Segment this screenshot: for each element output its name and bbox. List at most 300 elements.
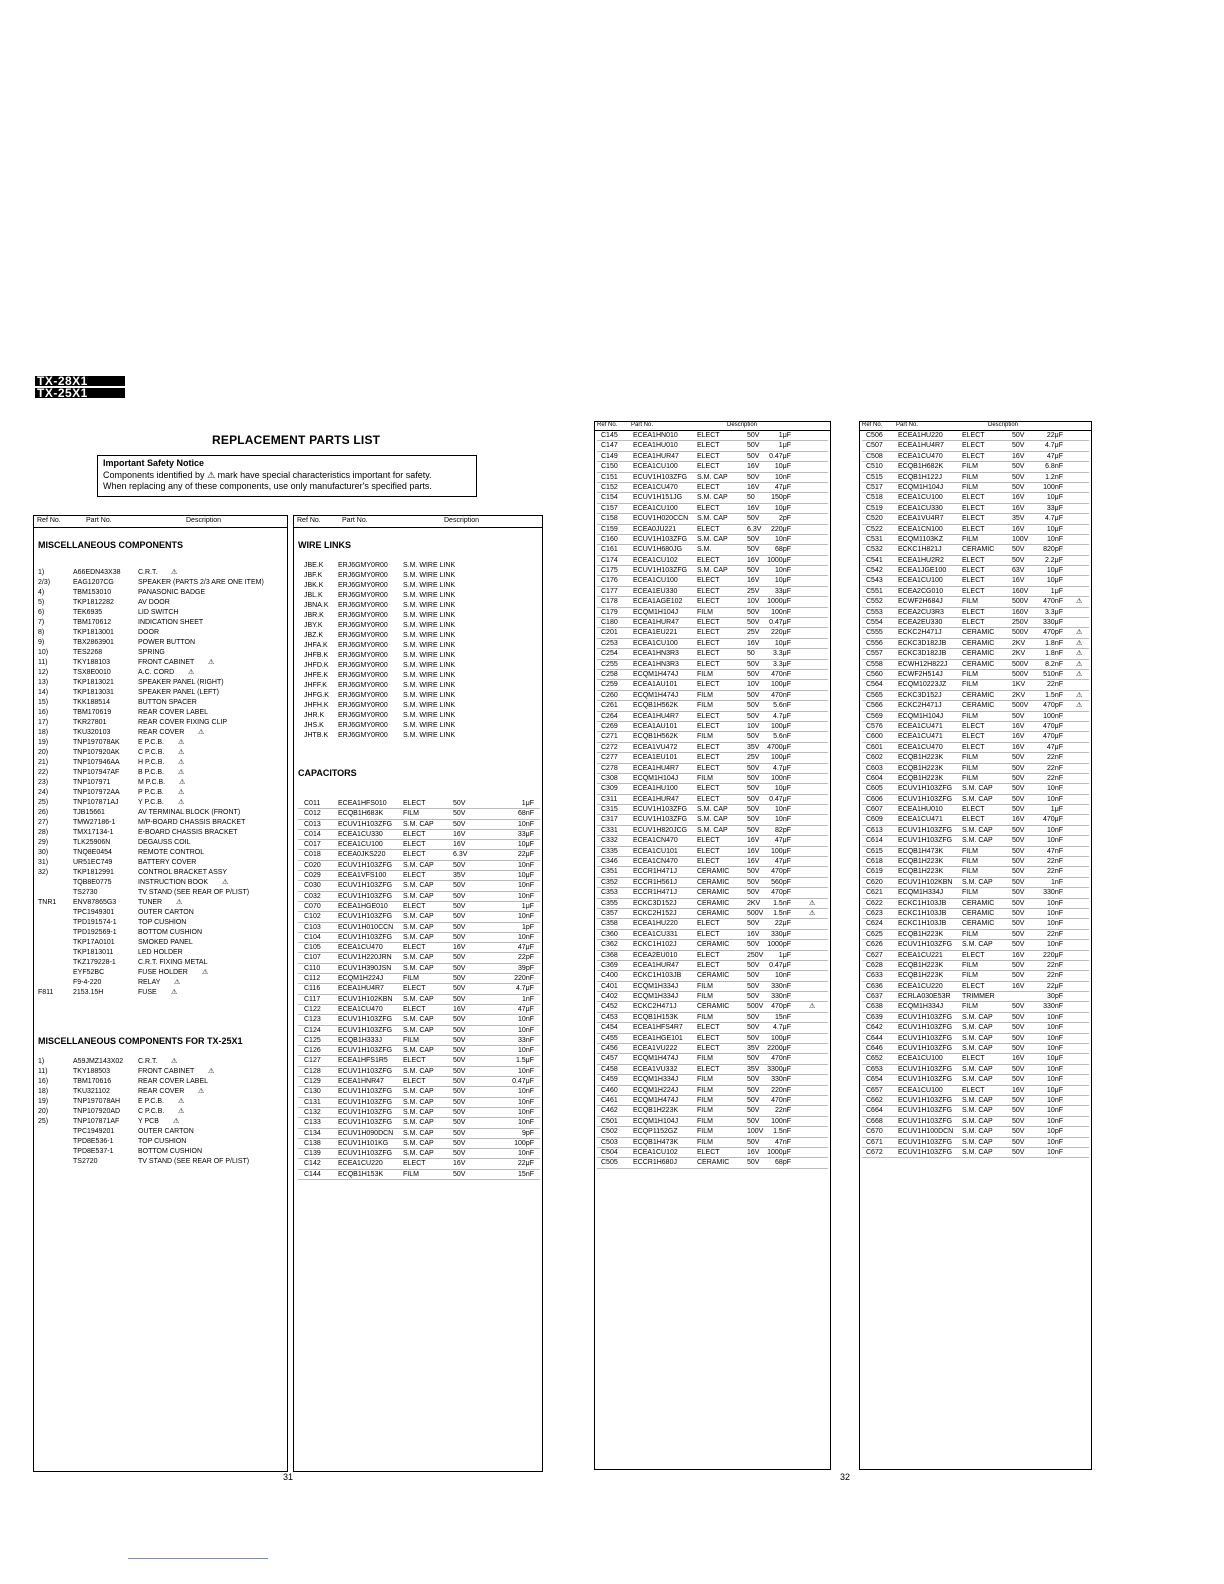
table-row (862, 441, 1089, 451)
voltage: 50V (1012, 754, 1025, 762)
part-no: TNP107947AF (73, 769, 120, 776)
part-no: TNP197078AK (73, 739, 120, 746)
voltage: 50V (747, 712, 760, 720)
list-item (38, 808, 285, 818)
safety-notice-heading: Important Safety Notice (103, 458, 205, 468)
voltage: 50V (453, 1057, 466, 1065)
part-no: ECKC2H471J (633, 1003, 677, 1011)
capacitance: 220nF (514, 975, 534, 983)
ref-no: C459 (601, 1076, 618, 1084)
ref-no: C331 (601, 826, 618, 834)
voltage: 500V (1012, 629, 1029, 637)
table-row (862, 878, 1089, 888)
capacitance: 22pF (518, 954, 534, 962)
ref-no: JHFE.K (304, 672, 329, 679)
cap-type: S.M. CAP (403, 1108, 434, 1116)
voltage: 50V (453, 1119, 466, 1127)
voltage: 16V (1012, 452, 1025, 460)
part-no: ECEA1HU2R2 (898, 556, 944, 564)
list-item (38, 698, 285, 708)
section-title: MISCELLANEOUS COMPONENTS FOR TX-25X1 (38, 1036, 243, 1046)
part-no: ECUV1H103ZFG (633, 535, 688, 543)
part-no: ERJ6GMY0R00 (338, 592, 388, 599)
capacitance: 22nF (1047, 868, 1063, 876)
ref-no: C519 (866, 504, 883, 512)
cap-type: ELECT (697, 598, 720, 606)
ref-no: C506 (866, 432, 883, 439)
ref-no: JBNA.K (304, 602, 329, 609)
table-row (298, 1149, 540, 1159)
ref-no: C112 (304, 975, 321, 983)
voltage: 16V (453, 830, 466, 838)
part-no: ECEA1VU222 (633, 1045, 678, 1053)
description: S.M. WIRE LINK (403, 672, 456, 679)
cap-type: S.M. CAP (697, 535, 728, 543)
voltage: 25V (747, 629, 760, 637)
voltage: 16V (1012, 951, 1025, 959)
list-item (298, 641, 540, 651)
capacitance: 100μF (771, 722, 791, 730)
table-row (597, 535, 828, 545)
ref-no: JBZ.K (304, 632, 324, 639)
capacitance: 22nF (1047, 774, 1063, 782)
ref-no: JHFF.K (304, 682, 327, 689)
part-no: TEK6935 (73, 609, 103, 616)
capacitance: 0.47μF (769, 795, 791, 803)
part-no: TBM170612 (73, 619, 112, 626)
capacitance: 1μF (778, 442, 791, 450)
capacitance: 100nF (771, 774, 791, 782)
voltage: 50V (1012, 826, 1025, 834)
list-item (38, 768, 285, 778)
description: S.M. WIRE LINK (403, 592, 456, 599)
ref-no: C315 (601, 806, 618, 814)
part-no: ECQM1103KZ (898, 535, 943, 543)
capacitance: 1000μF (767, 556, 791, 564)
table-row (862, 919, 1089, 929)
table-row (862, 1138, 1089, 1148)
part-no: ECUV1H103ZFG (338, 1026, 393, 1034)
ref-no: C131 (304, 1098, 321, 1106)
part-no: ECEA1HU220 (633, 920, 678, 928)
ref-no: C127 (304, 1057, 321, 1065)
ref-no: C462 (601, 1107, 618, 1115)
voltage: 35V (453, 872, 466, 880)
part-no: ERJ6GMY0R00 (338, 572, 388, 579)
part-no: ECQB1H223K (898, 764, 944, 772)
voltage: 50V (747, 816, 760, 824)
cap-type: FILM (697, 670, 713, 678)
list-item (38, 648, 285, 658)
cap-type: ELECT (962, 452, 985, 460)
ref-no: JHR.K (304, 712, 325, 719)
table-row (862, 670, 1089, 680)
table-row (862, 712, 1089, 722)
voltage: 6.3V (453, 851, 468, 859)
misc-components-panel (33, 515, 288, 1472)
table-row (862, 660, 1089, 670)
capacitance: 1μF (778, 951, 791, 959)
ref-no: C551 (866, 587, 883, 595)
cap-type: ELECT (697, 930, 720, 938)
capacitance: 10nF (1047, 1065, 1063, 1073)
voltage: 16V (747, 930, 760, 938)
voltage: 16V (1012, 982, 1025, 990)
part-no: ECUV1H103ZFG (338, 1067, 393, 1075)
list-item (38, 738, 285, 748)
ref-no: C621 (866, 889, 883, 897)
capacitance: 220μF (771, 525, 791, 533)
part-no: ECKC3D182JB (898, 639, 947, 647)
ref-no: 20) (38, 749, 49, 756)
part-no: ERJ6GMY0R00 (338, 662, 388, 669)
ref-no: C638 (866, 1003, 883, 1011)
part-no: TBM170619 (73, 709, 112, 716)
part-no: ECEA1HNR47 (338, 1078, 384, 1086)
list-item (38, 758, 285, 768)
list-item (38, 928, 285, 938)
ref-no: 32) (38, 869, 49, 876)
list-item (38, 668, 285, 678)
table-row (597, 473, 828, 483)
table-row (862, 930, 1089, 940)
cap-type: S.M. CAP (697, 567, 728, 575)
cap-type: ELECT (962, 722, 985, 730)
warning-icon: ⚠ (178, 759, 185, 766)
part-no: ECEA0JU221 (633, 525, 677, 533)
voltage: 50V (453, 954, 466, 962)
list-item (298, 711, 540, 721)
cap-type: S.M. CAP (403, 954, 434, 962)
capacitance: 100μF (771, 1034, 791, 1042)
part-no: ECUV1H102KBN (898, 878, 953, 886)
description: B P.C.B. (138, 769, 164, 776)
ref-no: C605 (866, 785, 883, 793)
part-no: ECQB1H683K (338, 810, 384, 818)
warning-icon: ⚠ (188, 669, 195, 676)
voltage: 50V (453, 1067, 466, 1075)
part-no: ECUV1H103ZFG (898, 1065, 953, 1073)
part-no: ECQP1152GZ (633, 1128, 678, 1136)
cap-type: FILM (962, 930, 978, 938)
table-row (597, 670, 828, 680)
part-no: ECEA1CU100 (898, 494, 943, 502)
list-item (298, 601, 540, 611)
list-item (38, 938, 285, 948)
capacitance: 1.5nF (1045, 691, 1063, 699)
part-no: ECKC2H471J (898, 629, 942, 637)
part-no: ECKC1H103JB (633, 972, 682, 980)
part-no: ECEA1CU100 (633, 577, 678, 585)
table-row (597, 566, 828, 576)
capacitor-list (862, 431, 1089, 1158)
part-no: ECUV1H103ZFG (898, 795, 953, 803)
description: SPEAKER (PARTS 2/3 ARE ONE ITEM) (138, 579, 264, 586)
part-no: ECUV1H103ZFG (338, 1088, 393, 1096)
table-row (597, 909, 828, 919)
part-no: ECUV1H103ZFG (898, 837, 953, 845)
capacitance: 10nF (518, 861, 534, 869)
table-row (597, 545, 828, 555)
ref-no: C128 (304, 1067, 321, 1075)
list-item (38, 618, 285, 628)
ref-no: C401 (601, 982, 618, 990)
capacitance: 10nF (518, 1026, 534, 1034)
cap-type: S.M. CAP (962, 941, 993, 949)
part-no: TKP1813021 (73, 679, 114, 686)
part-no: ECUV1H103ZFG (898, 785, 953, 793)
voltage: 50V (747, 432, 760, 439)
capacitance: 330μF (771, 930, 791, 938)
capacitance: 1μF (778, 432, 791, 439)
ref-no: C139 (304, 1150, 321, 1158)
capacitance: 10nF (1047, 1107, 1063, 1115)
voltage: 50V (747, 567, 760, 575)
cap-type: S.M. CAP (962, 1034, 993, 1042)
capacitance: 470nF (771, 1055, 791, 1063)
section-title: WIRE LINKS (298, 540, 351, 550)
table-row (597, 795, 828, 805)
capacitance: 5.6nF (773, 702, 791, 710)
ref-no: 19) (38, 1098, 49, 1105)
table-row (597, 836, 828, 846)
list-item (38, 888, 285, 898)
description: REAR COVER LABEL (138, 1078, 209, 1085)
part-no: ECUV1H151JG (633, 494, 683, 502)
table-row (298, 1098, 540, 1108)
ref-no: C569 (866, 712, 883, 720)
cap-type: S.M. CAP (403, 1026, 434, 1034)
ref-no: JBY.K (304, 622, 323, 629)
table-row (298, 799, 540, 809)
ref-no: C272 (601, 743, 618, 751)
ref-no: JBF.K (304, 572, 323, 579)
voltage: 50V (453, 933, 466, 941)
list-item (38, 968, 285, 978)
ref-no: C030 (304, 882, 321, 890)
cap-type: S.M. CAP (962, 1013, 993, 1021)
ref-no: C102 (304, 913, 321, 921)
table-row (298, 933, 540, 943)
voltage: 500V (1012, 660, 1029, 668)
capacitance: 22μF (1046, 982, 1063, 990)
cap-type: CERAMIC (962, 691, 995, 699)
part-no: ECUV1H103ZFG (633, 816, 688, 824)
cap-type: S.M. CAP (697, 816, 728, 824)
ref-no: C652 (866, 1055, 883, 1063)
cap-type: ELECT (403, 830, 426, 838)
voltage: 50 (747, 494, 755, 502)
ref-no: C657 (866, 1086, 883, 1094)
table-row (298, 902, 540, 912)
ref-no: C518 (866, 494, 883, 502)
cap-type: ELECT (403, 902, 426, 910)
description: C.R.T. FIXING METAL (138, 959, 208, 966)
table-row (597, 784, 828, 794)
table-row (298, 1015, 540, 1025)
table-row (862, 743, 1089, 753)
cap-type: ELECT (403, 1078, 426, 1086)
voltage: 50V (1012, 1013, 1025, 1021)
ref-no: C454 (601, 1024, 618, 1032)
voltage: 50V (747, 1076, 760, 1084)
part-no: ERJ6GMY0R00 (338, 612, 388, 619)
capacitance: 10nF (1047, 1097, 1063, 1104)
cap-type: CERAMIC (962, 702, 995, 710)
table-row (597, 940, 828, 950)
capacitance: 10nF (518, 1067, 534, 1075)
capacitance: 3.3μF (772, 660, 791, 668)
part-no: ECRLA030E53R (898, 993, 951, 1001)
table-row (862, 826, 1089, 836)
part-no: 2153.15H (73, 989, 104, 996)
cap-type: S.M. CAP (962, 1117, 993, 1125)
list-item (38, 658, 285, 668)
ref-no: 18) (38, 1088, 49, 1095)
part-no: ECEA2CU3R3 (898, 608, 944, 616)
voltage: 50V (453, 1098, 466, 1106)
description: S.M. WIRE LINK (403, 612, 456, 619)
ref-no: C362 (601, 941, 618, 949)
description: SPRING (138, 649, 165, 656)
part-no: ECEA1EU221 (633, 629, 678, 637)
table-row (862, 1117, 1089, 1127)
table-row (597, 847, 828, 857)
voltage: 50V (747, 889, 760, 897)
cap-type: ELECT (697, 1024, 720, 1032)
part-no: ECWF2H514J (898, 670, 943, 678)
voltage: 50V (453, 1139, 466, 1147)
voltage: 50V (1012, 764, 1025, 772)
ref-no: C351 (601, 868, 618, 876)
ref-no: C142 (304, 1160, 321, 1168)
voltage: 50V (453, 810, 466, 818)
table-row (862, 535, 1089, 545)
part-no: ECQB1H122J (898, 473, 942, 481)
voltage: 50V (1012, 806, 1025, 814)
ref-no: C624 (866, 920, 883, 928)
part-no: TBM153010 (73, 589, 112, 596)
capacitance: 10nF (775, 535, 791, 543)
voltage: 50V (453, 923, 466, 931)
description: S.M. WIRE LINK (403, 692, 456, 699)
voltage: 50V (747, 972, 760, 980)
voltage: 50V (747, 1055, 760, 1063)
part-no: ECUV1H103ZFG (338, 882, 393, 890)
ref-no: C122 (304, 1005, 321, 1013)
voltage: 160V (1012, 587, 1029, 595)
voltage: 16V (1012, 1086, 1025, 1094)
ref-no: C642 (866, 1024, 883, 1032)
list-item (38, 688, 285, 698)
part-no: TKU320103 (73, 729, 111, 736)
voltage: 50V (1012, 941, 1025, 949)
part-no: ECQB1H223K (898, 961, 944, 969)
capacitance: 22μF (1046, 432, 1063, 439)
capacitance: 220μF (771, 629, 791, 637)
cap-type: S.M. CAP (403, 892, 434, 900)
part-no: ECUV1H820JCG (633, 826, 688, 834)
cap-type: ELECT (962, 619, 985, 627)
warning-icon: ⚠ (173, 1118, 180, 1125)
table-row (298, 1067, 540, 1077)
cap-type: ELECT (697, 743, 720, 751)
ref-no: C277 (601, 754, 618, 762)
table-row (597, 899, 828, 909)
part-no: ECEA1EU101 (633, 754, 678, 762)
part-no: ECEA1CU102 (633, 556, 678, 564)
cap-type: FILM (962, 847, 978, 855)
cap-type: ELECT (697, 629, 720, 637)
table-row (862, 1096, 1089, 1106)
part-no: ECUV1H103ZFG (898, 1097, 953, 1104)
part-no: ERJ6GMY0R00 (338, 672, 388, 679)
part-no: ECEA1HUR47 (633, 961, 679, 969)
cap-type: FILM (697, 733, 713, 741)
ref-no: C554 (866, 619, 883, 627)
table-row (597, 1002, 828, 1012)
part-no: ERJ6GMY0R00 (338, 652, 388, 659)
ref-no: C600 (866, 733, 883, 741)
ref-no: C653 (866, 1065, 883, 1073)
table-row (298, 912, 540, 922)
part-no: ECQM1H104J (633, 774, 679, 782)
table-row (862, 566, 1089, 576)
warning-icon: ⚠ (222, 879, 229, 886)
ref-no: TNR1 (38, 899, 57, 906)
ref-no: C353 (601, 889, 618, 897)
part-no: ERJ6GMY0R00 (338, 562, 388, 569)
table-row (597, 1054, 828, 1064)
cap-type: CERAMIC (962, 920, 995, 928)
ref-no: C133 (304, 1119, 321, 1127)
voltage: 50V (453, 902, 466, 910)
ref-no: C604 (866, 774, 883, 782)
cap-type: CERAMIC (962, 629, 995, 637)
table-row (597, 1044, 828, 1054)
part-no: ECEA1CU470 (898, 743, 943, 751)
ref-no: C672 (866, 1148, 883, 1156)
part-no: TPC1949201 (73, 1128, 115, 1135)
part-no: ECUV1H103ZFG (898, 1076, 953, 1084)
voltage: 16V (747, 837, 760, 845)
ref-no: C517 (866, 483, 883, 491)
voltage: 500V (747, 1003, 764, 1011)
part-no: ECQB1H153K (633, 1013, 679, 1021)
voltage: 50V (453, 1078, 466, 1086)
capacitance: 68pF (775, 1159, 791, 1167)
table-row (298, 1056, 540, 1066)
ref-no: JBL.K (304, 592, 323, 599)
cap-type: ELECT (962, 432, 985, 439)
voltage: 10V (747, 598, 760, 606)
voltage: 50V (747, 785, 760, 793)
capacitance: 10nF (1047, 785, 1063, 793)
voltage: 50V (747, 546, 760, 554)
part-no: TKY188503 (73, 1068, 110, 1075)
ref-no: C134 (304, 1129, 321, 1137)
description: BATTERY COVER (138, 859, 197, 866)
ref-no: C552 (866, 598, 883, 606)
table-row (862, 1044, 1089, 1054)
cap-type: CERAMIC (962, 639, 995, 647)
part-no: ECUV1H103ZFG (338, 1016, 393, 1024)
voltage: 250V (747, 951, 764, 959)
voltage: 50V (747, 473, 760, 481)
part-no: ECEA1CU471 (898, 733, 943, 741)
ref-no: C014 (304, 830, 321, 838)
cap-type: S.M. CAP (403, 995, 434, 1003)
